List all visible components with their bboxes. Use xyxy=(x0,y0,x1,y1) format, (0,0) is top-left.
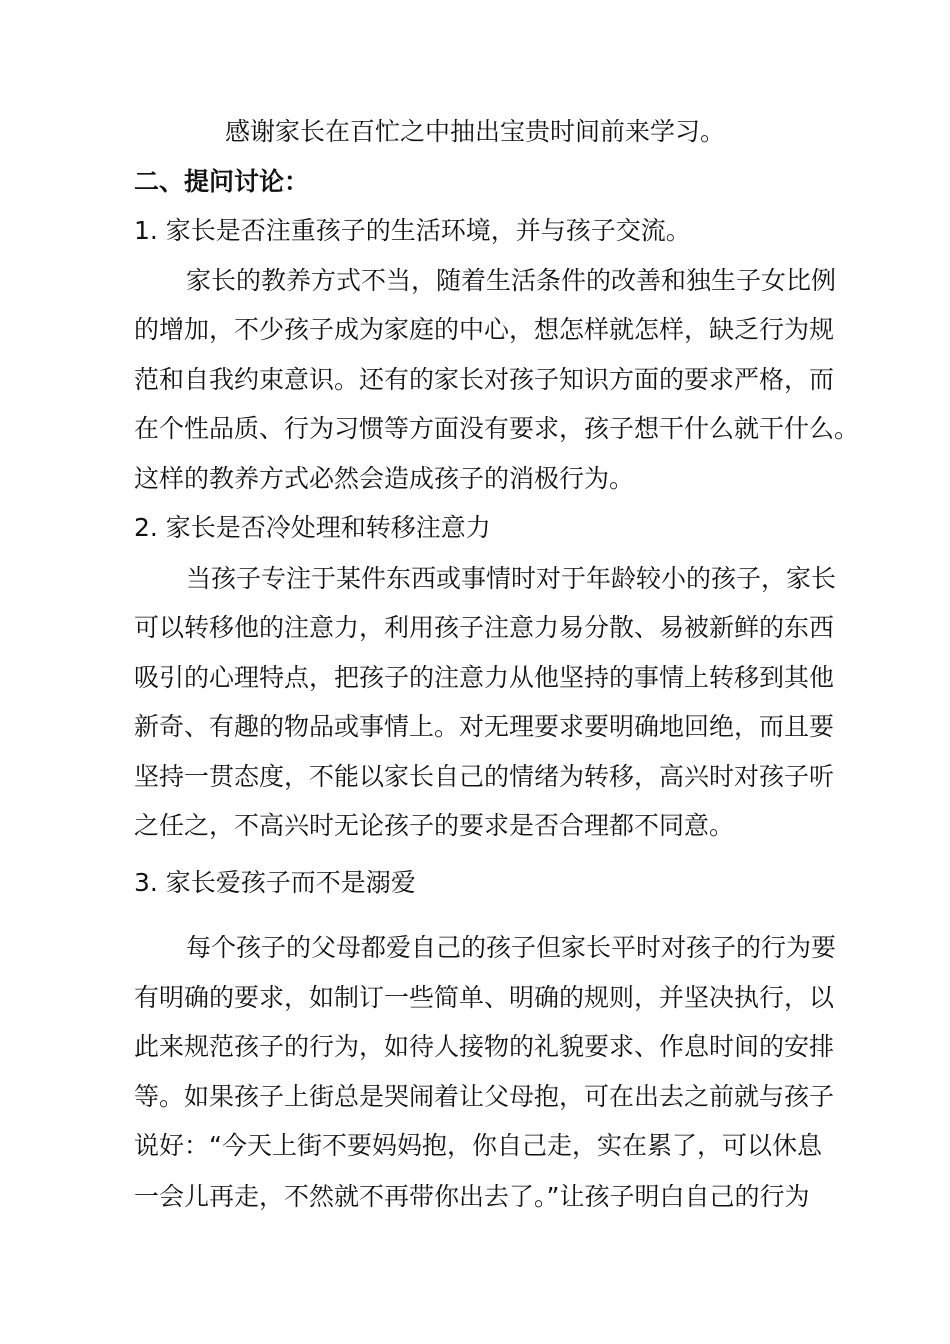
intro-line: 感谢家长在百忙之中抽出宝贵时间前来学习。 xyxy=(224,117,725,146)
item-1-paragraph-line: 这样的教养方式必然会造成孩子的消极行为。 xyxy=(134,464,635,493)
item-3-paragraph-line: 说好：“今天上街不要妈妈抱，你自己走，实在累了，可以休息 xyxy=(134,1131,822,1160)
item-1-paragraph-line: 的增加，不少孩子成为家庭的中心，想怎样就怎样，缺乏行为规 xyxy=(134,315,835,344)
item-2-paragraph-line: 吸引的心理特点，把孩子的注意力从他坚持的事情上转移到其他 xyxy=(134,663,835,692)
item-1-heading: 1. 家长是否注重孩子的生活环境，并与孩子交流。 xyxy=(134,216,691,245)
item-2-paragraph-line: 可以转移他的注意力，利用孩子注意力易分散、易被新鲜的东西 xyxy=(134,613,835,642)
item-3-paragraph-line: 一会儿再走，不然就不再带你出去了。”让孩子明白自己的行为 xyxy=(134,1182,810,1211)
item-2-paragraph-line: 坚持一贯态度，不能以家长自己的情绪为转移，高兴时对孩子听 xyxy=(134,762,835,791)
item-2-heading: 2. 家长是否冷处理和转移注意力 xyxy=(134,513,491,542)
item-3-heading: 3. 家长爱孩子而不是溺爱 xyxy=(134,868,416,897)
item-2-paragraph-line: 新奇、有趣的物品或事情上。对无理要求要明确地回绝，而且要 xyxy=(134,712,835,741)
item-3-paragraph-line: 有明确的要求，如制订一些简单、明确的规则，并坚决执行，以 xyxy=(134,983,835,1012)
section-title: 二、提问讨论： xyxy=(134,167,310,196)
item-2-paragraph-line: 当孩子专注于某件东西或事情时对于年龄较小的孩子，家长 xyxy=(186,564,837,593)
item-1-paragraph-line: 在个性品质、行为习惯等方面没有要求，孩子想干什么就干什么。 xyxy=(134,414,860,443)
item-3-paragraph-line: 此来规范孩子的行为，如待人接物的礼貌要求、作息时间的安排 xyxy=(134,1032,835,1061)
item-1-paragraph-line: 范和自我约束意识。还有的家长对孩子知识方面的要求严格，而 xyxy=(134,365,835,394)
item-3-paragraph-line: 每个孩子的父母都爱自己的孩子但家长平时对孩子的行为要 xyxy=(186,933,837,962)
item-2-paragraph-line: 之任之，不高兴时无论孩子的要求是否合理都不同意。 xyxy=(134,811,735,840)
item-1-paragraph-line: 家长的教养方式不当，随着生活条件的改善和独生子女比例 xyxy=(186,266,837,295)
item-3-paragraph-line: 等。如果孩子上街总是哭闹着让父母抱，可在出去之前就与孩子 xyxy=(134,1082,835,1111)
